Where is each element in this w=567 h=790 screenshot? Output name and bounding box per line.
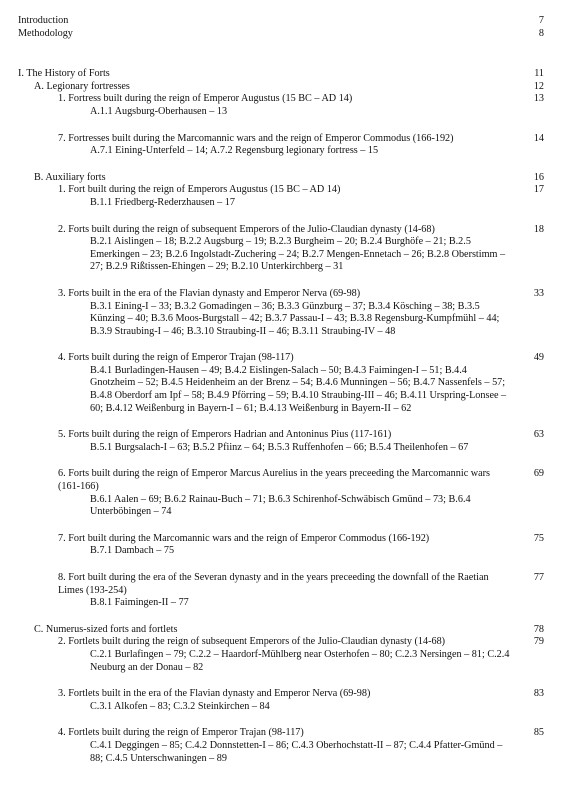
chapter-title: 1. Fortress built during the reign of Emperor Augustus (15 BC – AD 14)	[58, 93, 353, 105]
chapter-title: 3. Fortlets built in the era of the Flavian dynasty and Emperor Nerva (69-98)	[58, 688, 371, 700]
toc-chapter	[18, 288, 544, 301]
toc-section-a	[18, 81, 544, 94]
chapter-entries: B.8.1 Faimingen-II – 77	[90, 597, 189, 609]
toc-chapter	[18, 636, 544, 649]
chapter-title: 4. Forts built during the reign of Emperor Trajan (98-117)	[58, 352, 294, 364]
chapter-entries: B.7.1 Dambach – 75	[90, 545, 175, 557]
chapter-entries: B.3.1 Eining-I – 33; B.3.2 Gomadingen – 36; B.3.3 Günzburg – 37; B.3.4 Kösching – 38; B.3.5 Künzing – 40; B.3.6 Moos-Burgstall – 42; B.3.7 Passau-I – 43; B.3.8 Regensburg-Kumpfmühl – 44; B.3.9 Straubing-I – 46; B.3.10 Straubing-II – 46; B.3.11 Straubing-IV – 48	[90, 300, 500, 337]
section-title: A. Legionary fortresses	[34, 80, 130, 92]
section-title: B. Auxiliary forts	[34, 171, 106, 183]
toc-chapter	[18, 429, 544, 442]
chapter-title: 7. Fortresses built during the Marcomannic wars and the reign of Emperor Commodus (166-192)	[58, 132, 454, 144]
toc-chapter	[18, 184, 544, 197]
toc-chapter	[18, 352, 544, 365]
toc-page-number: 13	[533, 93, 544, 105]
chapter-title: 3. Forts built in the era of the Flavian dynasty and Emperor Nerva (69-98)	[58, 287, 361, 299]
chapter-entries: B.6.1 Aalen – 69; B.6.2 Rainau-Buch – 71; B.6.3 Schirenhof-Schwäbisch Gmünd – 73; B.6.4 Unterböbingen – 74	[90, 493, 471, 518]
chapter-entries: B.2.1 Aislingen – 18; B.2.2 Augsburg – 19; B.2.3 Burgheim – 20; B.2.4 Burghöfe – 21; B.2.5 Emerkingen – 23; B.2.6 Ingolstadt-Zuchering – 24; B.2.7 Mengen-Ennetach – 26; B.2.8 Oberstimm – 27; B.2.9 Rißtissen-Ehingen – 29; B.2.10 Unterkirchberg – 31	[90, 236, 506, 273]
chapter-entries: B.5.1 Burgsalach-I – 63; B.5.2 Pfiinz – 64; B.5.3 Ruffenhofen – 66; B.5.4 Theilenhofen – 67	[90, 441, 469, 453]
toc-chapter	[18, 133, 544, 146]
chapter-title: 7. Fort built during the Marcomannic wars and the reign of Emperor Commodus (166-192)	[58, 532, 430, 544]
chapter-entries: A.7.1 Eining-Unterfeld – 14; A.7.2 Regensburg legionary fortress – 15	[90, 145, 379, 157]
toc-page-number: 85	[533, 727, 544, 739]
toc-chapter	[18, 224, 544, 237]
table-of-contents	[18, 15, 544, 765]
chapter-title: 2. Fortlets built during the reign of subsequent Emperors of the Julio-Claudian dynasty (14-68)	[58, 636, 446, 648]
chapter-title: 5. Forts built during the reign of Emperors Hadrian and Antoninus Pius (117-161)	[58, 429, 392, 441]
toc-page-number: 77	[533, 572, 544, 583]
chapter-title: 1. Fort built during the reign of Emperors Augustus (15 BC – AD 14)	[58, 184, 341, 196]
toc-section-c	[18, 624, 544, 637]
toc-page-number: 75	[533, 532, 544, 544]
chapter-entries: C.3.1 Alkofen – 83; C.3.2 Steinkirchen – 84	[90, 700, 270, 712]
toc-page-number: 12	[533, 80, 544, 92]
chapter-entries: C.4.1 Deggingen – 85; C.4.2 Donnstetten-I – 86; C.4.3 Oberhochstatt-II – 87; C.4.4 Pfatter-Gmünd – 88; C.4.5 Unterschwaningen – 89	[90, 739, 503, 764]
toc-page-number: 8	[538, 27, 544, 39]
chapter-entries: A.1.1 Augsburg-Oberhausen – 13	[90, 105, 228, 117]
chapter-title: 6. Forts built during the reign of Emperor Marcus Aurelius in the years preceeding the Marcomannic wars (161-166)	[58, 468, 490, 493]
toc-page-number: 7	[538, 15, 544, 26]
toc-chapter	[18, 93, 544, 106]
chapter-title: 4. Fortlets built during the reign of Emperor Trajan (98-117)	[58, 727, 304, 739]
chapter-title: 2. Forts built during the reign of subsequent Emperors of the Julio-Claudian dynasty (14-68)	[58, 223, 435, 235]
toc-page-number: 63	[533, 429, 544, 441]
toc-chapter	[18, 572, 544, 597]
chapter-entries: B.1.1 Friedberg-Rederzhausen – 17	[90, 196, 235, 208]
toc-entry-title: Introduction	[18, 15, 69, 26]
toc-page-number: 16	[533, 171, 544, 183]
toc-page-number: 14	[533, 132, 544, 144]
toc-page-number: 79	[533, 636, 544, 648]
chapter-entries: B.4.1 Burladingen-Hausen – 49; B.4.2 Eislingen-Salach – 50; B.4.3 Faimingen-I – 51; B.4.4 Gnotzheim – 52; B.4.5 Heidenheim an der Brenz – 54; B.4.6 Munningen – 56; B.4.7 Nassenfels – 57; B.4.8 Oberdorf am Ipf – 58; B.4.9 Pförring – 59; B.4.10 Straubing-III – 46; B.4.11 Urspring-Lonsee – 60; B.4.12 Weißenburg in Bayern-I – 61; B.4.13 Weißenburg in Bayern-II – 62	[90, 364, 507, 414]
toc-chapter	[18, 688, 544, 701]
toc-entry-title: Methodology	[18, 27, 73, 39]
toc-page-number: 78	[533, 623, 544, 635]
toc-page-number: 11	[534, 68, 544, 80]
part-title: I. The History of Forts	[18, 68, 110, 80]
toc-page-number: 17	[533, 184, 544, 196]
toc-page-number: 69	[533, 468, 544, 480]
toc-entry-introduction	[18, 15, 544, 28]
chapter-title: 8. Fort built during the era of the Severan dynasty and in the years preceeding the downfall of the Raetian Limes (193-254)	[58, 572, 489, 596]
chapter-entries: C.2.1 Burlafingen – 79; C.2.2 – Haardorf-Mühlberg near Osterhofen – 80; C.2.3 Nersingen – 81; C.2.4 Neuburg an der Donau – 82	[90, 648, 510, 673]
toc-page-number: 49	[533, 352, 544, 364]
toc-chapter	[18, 727, 544, 740]
toc-entry-methodology	[18, 28, 544, 41]
toc-page-number: 83	[533, 688, 544, 700]
toc-chapter	[18, 533, 544, 546]
toc-section-b	[18, 172, 544, 185]
section-title: C. Numerus-sized forts and fortlets	[34, 623, 178, 635]
toc-chapter	[18, 468, 544, 493]
toc-page-number: 18	[533, 223, 544, 235]
toc-part-heading	[18, 68, 544, 81]
toc-page-number: 33	[533, 287, 544, 299]
